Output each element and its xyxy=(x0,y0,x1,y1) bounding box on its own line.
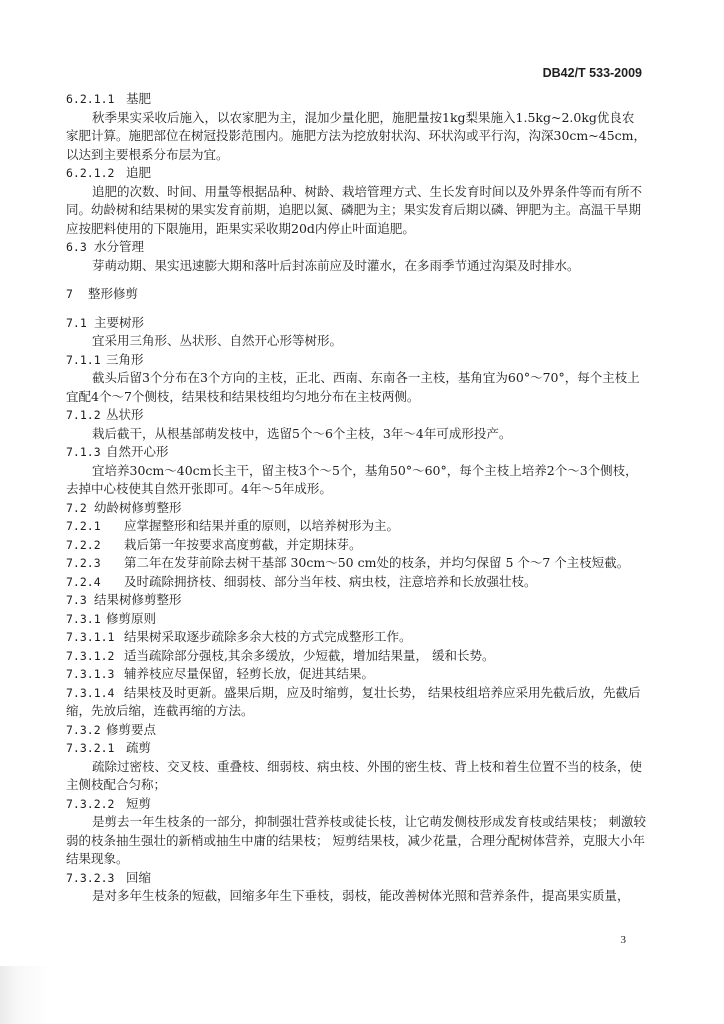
paragraph: 是对多年生枝条的短截，回缩多年生下垂枝，弱枝，能改善树体光照和营养条件，提高果实质量， xyxy=(92,888,630,903)
paragraph: 宜采用三角形、丛状形、自然开心形等树形。 xyxy=(92,333,343,348)
section-heading: 7.3.1 修剪原则 xyxy=(66,610,157,626)
list-item: 7.2.3 第二年在发芽前除去树干基部 30cm～50 cm处的枝条，并均匀保留 5 个～7 个主枝短截。 xyxy=(66,555,630,570)
list-item: 7.3.1.4 结果枝及时更新。盛果后期，应及时缩剪，复壮长势， 结果枝组培养应采用先截后放，先截后缩，先放后缩，连截再缩的方法。 xyxy=(66,684,641,718)
section-heading: 7.1.2 丛状形 xyxy=(66,407,144,422)
paragraph: 芽萌动期、果实迅速膨大期和落叶后封冻前应及时灌水，在多雨季节通过沟渠及时排水。 xyxy=(92,257,580,273)
scan-edge-shadow xyxy=(0,966,724,1024)
section-heading: 6.2.1.2 追肥 xyxy=(66,165,152,180)
section-heading: 7.3.2.2 短剪 xyxy=(66,795,152,811)
paragraph: 截头后留3个分布在3个方向的主枝，正北、西南、东南各一主枝，基角宜为60°～70°，每个主枝上宜配4个～7个侧枝，结果枝和结果枝组均匀地分布在主枝两侧。 xyxy=(66,370,640,404)
document-code: DB42/T 533-2009 xyxy=(542,66,642,80)
section-heading: 7.3.2.1 疏剪 xyxy=(66,740,152,755)
list-item: 7.3.1.3 辅养枝应尽量保留，轻剪长放，促进其结果。 xyxy=(66,666,375,681)
section-heading: 6.2.1.1 基肥 xyxy=(66,91,152,106)
paragraph: 疏除过密枝、交叉枝、重叠枝、细弱枝、病虫枝、外围的密生枝、背上枝和着生位置不当的枝条，使主侧枝配合匀称； xyxy=(66,758,643,792)
list-item: 7.2.1 应掌握整形和结果并重的原则，以培养树形为主。 xyxy=(66,518,400,533)
section-heading: 7.1.3 自然开心形 xyxy=(66,444,169,459)
paragraph: 宜培养30cm～40cm长主干，留主枝3个～5个，基角50°～60°，每个主枝上培养2个～3个侧枝，去掉中心枝使其自然开张即可。4年～5年成形。 xyxy=(66,462,638,496)
list-item: 7.3.1.1 结果树采取逐步疏除多余大枝的方式完成整形工作。 xyxy=(66,629,412,644)
paragraph: 是剪去一年生枝条的一部分，抑制强壮营养枝或徒长枝，让它萌发侧枝形成发育枝或结果枝； 刺激较弱的枝条抽生强壮的新梢或抽生中庸的结果枝； 短剪结果枝，减少花量，合理分配树体营养，克服大小年结果现象。 xyxy=(66,814,646,866)
section-heading: 7.3.2 修剪要点 xyxy=(66,721,157,737)
section-heading: 7.2 幼龄树修剪整形 xyxy=(66,499,182,515)
section-heading: 7.1.1 三角形 xyxy=(66,351,144,367)
page-number: 3 xyxy=(620,934,626,946)
section-heading: 7.3.2.3 回缩 xyxy=(66,869,152,885)
chapter-heading: 7 整形修剪 xyxy=(66,286,139,301)
list-item: 7.2.4 及时疏除拥挤枝、细弱枝、部分当年枝、病虫枝，注意培养和长放强壮枝。 xyxy=(66,573,537,589)
list-item: 7.2.2 栽后第一年按要求高度剪截，并定期抹芽。 xyxy=(66,536,362,552)
section-heading: 7.3 结果树修剪整形 xyxy=(66,592,182,607)
document-body xyxy=(66,90,646,906)
paragraph: 栽后截干，从根基部萌发枝中，选留5个～6个主枝，3年～4年可成形投产。 xyxy=(92,425,512,441)
section-heading: 6.3 水分管理 xyxy=(66,239,145,254)
paragraph: 追肥的次数、时间、用量等根据品种、树龄、栽培管理方式、生长发育时间以及外界条件等而有所不同。幼龄树和结果树的果实发育前期，追肥以氮、磷肥为主；果实发育后期以磷、钾肥为主。高温干旱期应按肥料使用的下限施用，距果实采收期20d内停止叶面追肥。 xyxy=(66,183,643,236)
list-item: 7.3.1.2 适当疏除部分强枝,其余多缓放，少短截，增加结果量， 缓和长势。 xyxy=(66,647,495,663)
section-heading: 7.1 主要树形 xyxy=(66,314,145,330)
paragraph: 秋季果实采收后施入，以农家肥为主，混加少量化肥，施肥量按1kg梨果施入1.5kg~2.0kg优良农家肥计算。施肥部位在树冠投影范围内。施肥方法为挖放射状沟、环状沟或平行沟，沟深30cm~45cm，以达到主要根系分布层为宜。 xyxy=(66,109,646,162)
